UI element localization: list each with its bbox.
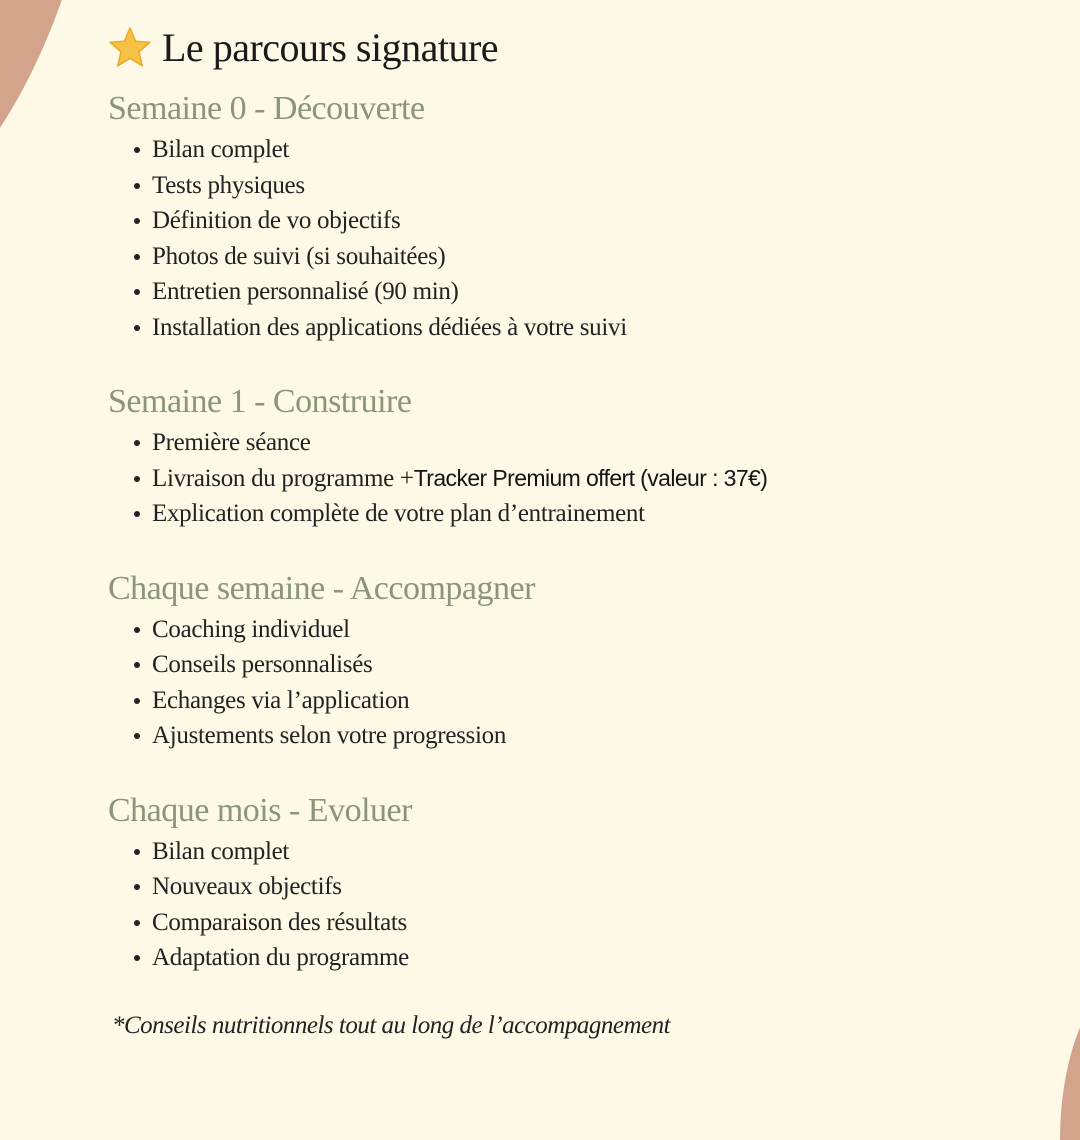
- section-title: Chaque semaine - Accompagner: [108, 569, 535, 607]
- program-section: [108, 381, 1038, 532]
- bullet-icon: [134, 254, 140, 260]
- page-title-text: Le parcours signature: [162, 25, 499, 70]
- decorative-arc-top-left: [0, 0, 110, 260]
- list-item: [134, 461, 1038, 497]
- bullet-icon: [134, 955, 140, 961]
- list-item-text: Conseils personnalisés: [152, 651, 373, 678]
- list-item: [134, 239, 1038, 275]
- list-item: [134, 425, 1038, 461]
- list-item-text: Définition de vo objectifs: [152, 207, 401, 234]
- list-item: [134, 496, 1038, 532]
- program-section: [108, 88, 1038, 345]
- bullet-icon: [134, 849, 140, 855]
- list-item: [134, 869, 1038, 905]
- program-sections: [108, 88, 1038, 1012]
- list-item-text: Photos de suivi (si souhaitées): [152, 242, 446, 270]
- program-section: [108, 790, 1038, 976]
- program-section: [108, 568, 1038, 754]
- list-item-text: Bilan complet: [152, 136, 290, 163]
- list-item: [134, 168, 1038, 204]
- section-title: Chaque mois - Evoluer: [108, 791, 412, 829]
- list-item-text: Livraison du programme +: [152, 464, 414, 492]
- page-title: [108, 24, 498, 71]
- list-item: [134, 132, 1038, 168]
- list-item: [134, 834, 1038, 870]
- star-icon: [108, 26, 152, 70]
- section-item-list: [108, 425, 1038, 532]
- section-item-list: [108, 612, 1038, 754]
- bullet-icon: [134, 733, 140, 739]
- bullet-icon: [134, 511, 140, 517]
- list-item: [134, 203, 1038, 239]
- section-title: Semaine 1 - Construire: [108, 383, 412, 420]
- bullet-icon: [134, 218, 140, 224]
- list-item-text: Coaching individuel: [152, 615, 350, 643]
- list-item: [134, 310, 1038, 346]
- bullet-icon: [134, 627, 140, 633]
- section-item-list: [108, 834, 1038, 976]
- footnote: *Conseils nutritionnels tout au long de l’accompagnement: [112, 1012, 671, 1039]
- list-item-text: Ajustements selon votre progression: [152, 722, 507, 749]
- bullet-icon: [134, 884, 140, 890]
- bullet-icon: [134, 920, 140, 926]
- list-item-text: Echanges via l’application: [152, 686, 410, 714]
- bullet-icon: [134, 476, 140, 482]
- list-item-text: Tests physiques: [152, 171, 305, 199]
- list-item-text: Nouveaux objectifs: [152, 873, 342, 900]
- bullet-icon: [134, 289, 140, 295]
- bullet-icon: [134, 440, 140, 446]
- list-item-text: Première séance: [152, 429, 311, 456]
- list-item: [134, 647, 1038, 683]
- list-item: [134, 612, 1038, 648]
- bullet-icon: [134, 325, 140, 331]
- decorative-arc-bottom-right: [1060, 970, 1080, 1140]
- list-item: [134, 274, 1038, 310]
- bullet-icon: [134, 662, 140, 668]
- list-item: [134, 940, 1038, 976]
- list-item-text: Bilan complet: [152, 837, 290, 865]
- list-item-text: Entretien personnalisé (90 min): [152, 278, 459, 305]
- bullet-icon: [134, 183, 140, 189]
- list-item-highlight: Tracker Premium offert (valeur : 37€): [413, 464, 768, 491]
- list-item-text: Comparaison des résultats: [152, 908, 407, 936]
- list-item-text: Explication complète de votre plan d’entrainement: [152, 500, 645, 527]
- bullet-icon: [134, 147, 140, 153]
- list-item: [134, 718, 1038, 754]
- section-item-list: [108, 132, 1038, 345]
- list-item: [134, 905, 1038, 941]
- list-item-text: Adaptation du programme: [152, 944, 409, 971]
- list-item-text: Installation des applications dédiées à votre suivi: [152, 313, 627, 341]
- section-title: Semaine 0 - Découverte: [108, 90, 425, 127]
- bullet-icon: [134, 698, 140, 704]
- list-item: [134, 683, 1038, 719]
